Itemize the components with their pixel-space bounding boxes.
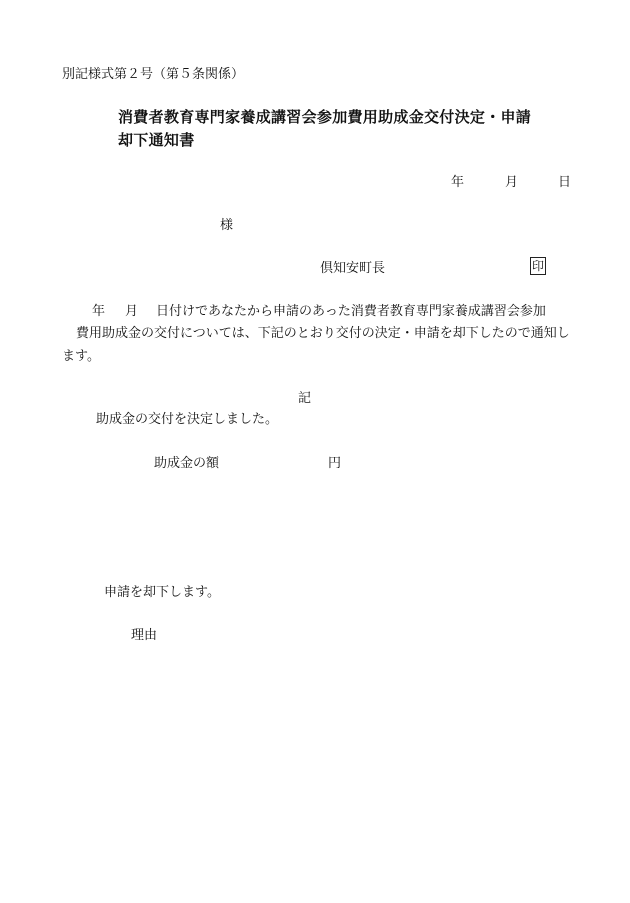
document-title-line-2: 却下通知書: [118, 131, 195, 149]
date-month-label: 月: [505, 175, 519, 190]
body-year-label: 年: [92, 304, 106, 319]
body-line-1: [92, 305, 546, 318]
body-line-3: ます。: [62, 349, 100, 364]
form-number: 別記様式第２号（第５条関係）: [62, 67, 245, 82]
grant-amount-label: 助成金の額: [154, 456, 220, 471]
record-heading: 記: [298, 391, 312, 406]
seal-stamp: 印: [531, 259, 544, 273]
decision-grant-text: 助成金の交付を決定しました。: [96, 412, 279, 427]
recipient-honorific: 様: [220, 218, 234, 233]
grant-amount-unit: 円: [328, 456, 342, 471]
body-month-label: 月: [125, 304, 139, 319]
date-year-label: 年: [451, 175, 465, 190]
body-line-2: 費用助成金の交付については、下記のとおり交付の決定・申請を却下したので通知し: [76, 326, 570, 341]
body-line-1-text: 日付けであなたから申請のあった消費者教育専門家養成講習会参加: [156, 304, 546, 319]
reason-label: 理由: [131, 628, 158, 643]
document-title-line-1: 消費者教育専門家養成講習会参加費用助成金交付決定・申請: [118, 108, 532, 126]
decision-reject-text: 申請を却下します。: [104, 585, 220, 600]
date-day-label: 日: [558, 175, 572, 190]
issuer-name: 倶知安町長: [320, 261, 386, 276]
